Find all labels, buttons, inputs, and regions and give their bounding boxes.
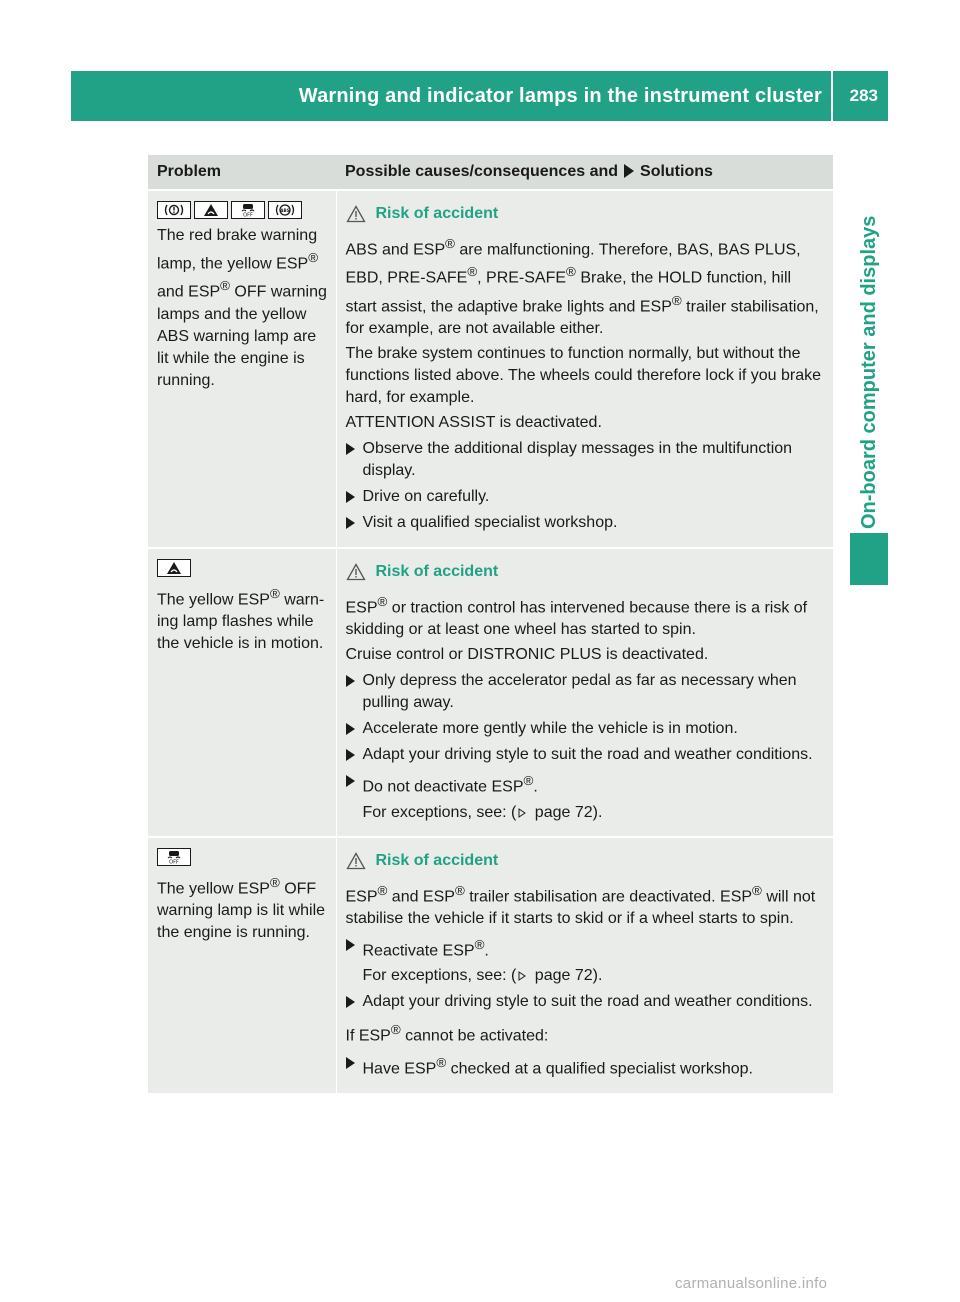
header-solutions-text-b: Solutions (640, 163, 713, 180)
problem-text-b: warn-ing lamp flashes while the vehicle is in motion. (157, 591, 325, 653)
bullet-arrow-icon (346, 491, 355, 503)
text: or traction control has intervened because there is a risk of skidding or at least one wheel has started to spin. (345, 599, 808, 639)
text: trailer stabilisation, for example, are not available either. (345, 297, 819, 337)
text: Brake, the HOLD function, hill start assist, the adaptive brake lights and ESP (345, 269, 792, 315)
arrow-right-icon (624, 164, 634, 178)
header-solutions (336, 155, 833, 190)
esp-off-icon (231, 201, 265, 219)
paragraph (346, 1019, 826, 1047)
brake-warning-icon (157, 201, 191, 219)
text: are malfunctioning. Therefore, BAS, BAS PLUS, EBD, PRE-SAFE (345, 241, 801, 287)
esp-off-icon (157, 848, 191, 866)
text: If ESP (345, 1027, 391, 1045)
warning-triangle-icon (346, 852, 366, 870)
warning-triangle-icon (346, 205, 366, 223)
svg-text:ABS: ABS (280, 208, 290, 213)
reference-link[interactable]: page 72). (530, 967, 603, 985)
lamp-icons (157, 559, 328, 577)
problem-text-a: The red brake warning lamp, the yellow ESP (157, 227, 318, 273)
bullet-arrow-icon (346, 939, 355, 951)
instruction-text: . (484, 942, 489, 960)
bullet-arrow-icon (346, 723, 355, 735)
text: cannot be activated: (400, 1027, 549, 1045)
text: , PRE-SAFE (477, 269, 567, 287)
bullet-arrow-icon (346, 749, 355, 761)
problem-text-b: and ESP (157, 283, 221, 301)
instruction-text: Do not deactivate ESP (362, 778, 524, 796)
bullet-arrow-icon (346, 517, 355, 529)
reg-mark: ® (671, 292, 682, 308)
table-row (148, 548, 833, 837)
reg-mark: ® (454, 882, 465, 898)
instruction-text: Only depress the accelerator pedal as far as necessary when pulling away. (362, 672, 797, 712)
instruction-text: Visit a qualified specialist workshop. (362, 513, 618, 531)
reg-mark: ® (436, 1054, 447, 1070)
reg-mark: ® (269, 585, 280, 601)
side-tab-label: On-board computer and displays (858, 215, 880, 529)
table-row (148, 190, 833, 548)
page-number: 283 (849, 86, 878, 105)
instruction-item (346, 670, 826, 714)
svg-text:OFF: OFF (243, 212, 253, 217)
risk-heading (346, 850, 826, 872)
problem-text (157, 872, 328, 944)
instruction-item (346, 438, 826, 482)
bullet-arrow-icon (346, 675, 355, 687)
paragraph: ATTENTION ASSIST is deactivated. (345, 413, 602, 431)
page-reference (346, 965, 826, 987)
reference-link[interactable]: page 72). (530, 803, 603, 821)
svg-text:OFF: OFF (169, 859, 179, 864)
problem-text-a: The yellow ESP (157, 879, 270, 897)
page-header (71, 71, 888, 121)
instruction-item (346, 744, 826, 766)
problem-cell (148, 548, 336, 837)
lamp-icons (157, 848, 328, 866)
problem-text (157, 583, 328, 655)
text: will not stabilise the vehicle if it starts to skid or if a wheel starts to spin. (345, 887, 816, 927)
instruction-item (346, 991, 826, 1013)
text: ESP (345, 599, 378, 617)
instruction-text: Adapt your driving style to suit the road and weather conditions. (362, 993, 813, 1011)
side-tab-block (850, 533, 888, 585)
reg-mark: ® (377, 882, 388, 898)
warning-triangle-icon (346, 563, 366, 581)
table-header-row (148, 155, 833, 190)
side-tab (850, 155, 888, 585)
paragraph (346, 880, 826, 930)
problem-text-c: OFF warning lamps and the yellow ABS warning lamp are lit while the engine is running. (157, 283, 327, 389)
reg-mark: ® (377, 593, 388, 609)
esp-warning-icon (157, 559, 191, 577)
text: and ESP (387, 887, 455, 905)
page-title: Warning and indicator lamps in the instrument cluster (298, 85, 822, 107)
reg-mark: ® (390, 1022, 401, 1038)
problem-text (157, 225, 328, 392)
risk-label: Risk of accident (375, 851, 499, 869)
paragraph: Cruise control or DISTRONIC PLUS is deactivated. (345, 646, 709, 664)
reg-mark: ® (467, 264, 478, 280)
risk-heading (346, 203, 826, 225)
instruction-text: checked at a qualified specialist workshop. (446, 1059, 753, 1077)
instruction-text: Have ESP (362, 1059, 437, 1077)
problem-text-a: The yellow ESP (157, 591, 270, 609)
table-row (148, 837, 833, 1093)
reg-mark: ® (308, 250, 319, 265)
paragraph: The brake system continues to function normally, but without the functions listed above. The wheels could therefore lock if you brake hard, for example. (345, 344, 822, 406)
reg-mark: ® (269, 874, 280, 890)
instruction-item (346, 512, 826, 534)
bullet-arrow-icon (346, 443, 355, 455)
risk-heading (346, 561, 826, 583)
risk-label: Risk of accident (375, 205, 499, 222)
problem-text-b: OFF warning lamp is lit while the engine is running. (157, 879, 326, 941)
warning-lamps-table (148, 155, 833, 1093)
reference-text: For exceptions, see: ( (362, 803, 517, 821)
header-problem: Problem (148, 155, 336, 190)
instruction-item (346, 718, 826, 740)
instruction-text: Drive on carefully. (362, 487, 490, 505)
solution-cell (336, 548, 833, 837)
problem-cell (148, 190, 336, 548)
instruction-text: Adapt your driving style to suit the road and weather conditions. (362, 746, 813, 764)
text: trailer stabilisation are deactivated. ESP (464, 887, 753, 905)
problem-cell (148, 837, 336, 1093)
esp-warning-icon (194, 201, 228, 219)
instruction-item (346, 486, 826, 508)
bullet-arrow-icon (346, 775, 355, 787)
abs-warning-icon (268, 201, 302, 219)
instruction-item (346, 1052, 826, 1080)
bullet-arrow-icon (346, 996, 355, 1008)
watermark: carmanualsonline.info (675, 1275, 828, 1292)
header-divider (831, 71, 833, 121)
instruction-text: Observe the additional display messages in the multifunction display. (362, 439, 793, 479)
header-solutions-text: Possible causes/consequences and (345, 163, 619, 180)
bullet-arrow-icon (346, 1057, 355, 1069)
reg-mark: ® (523, 773, 534, 789)
solution-cell (336, 190, 833, 548)
instruction-text: . (533, 778, 538, 796)
risk-label: Risk of accident (375, 562, 499, 580)
reg-mark: ® (220, 278, 230, 294)
lamp-icons (157, 201, 328, 219)
solution-cell (336, 837, 833, 1093)
reg-mark: ® (474, 936, 485, 952)
reg-mark: ® (566, 264, 576, 280)
paragraph (346, 591, 826, 641)
reference-text: For exceptions, see: ( (362, 967, 517, 985)
text: ABS and ESP (345, 241, 446, 259)
reg-mark: ® (445, 236, 455, 251)
page-reference (346, 802, 826, 824)
page-ref-arrow-icon (518, 971, 526, 981)
reg-mark: ® (752, 882, 762, 898)
instruction-text: Accelerate more gently while the vehicle is in motion. (362, 720, 738, 738)
instruction-item (346, 934, 826, 962)
paragraph (346, 233, 826, 340)
instruction-text: Reactivate ESP (362, 942, 475, 960)
page-ref-arrow-icon (518, 808, 526, 818)
instruction-item (346, 770, 826, 798)
text: ESP (345, 887, 378, 905)
